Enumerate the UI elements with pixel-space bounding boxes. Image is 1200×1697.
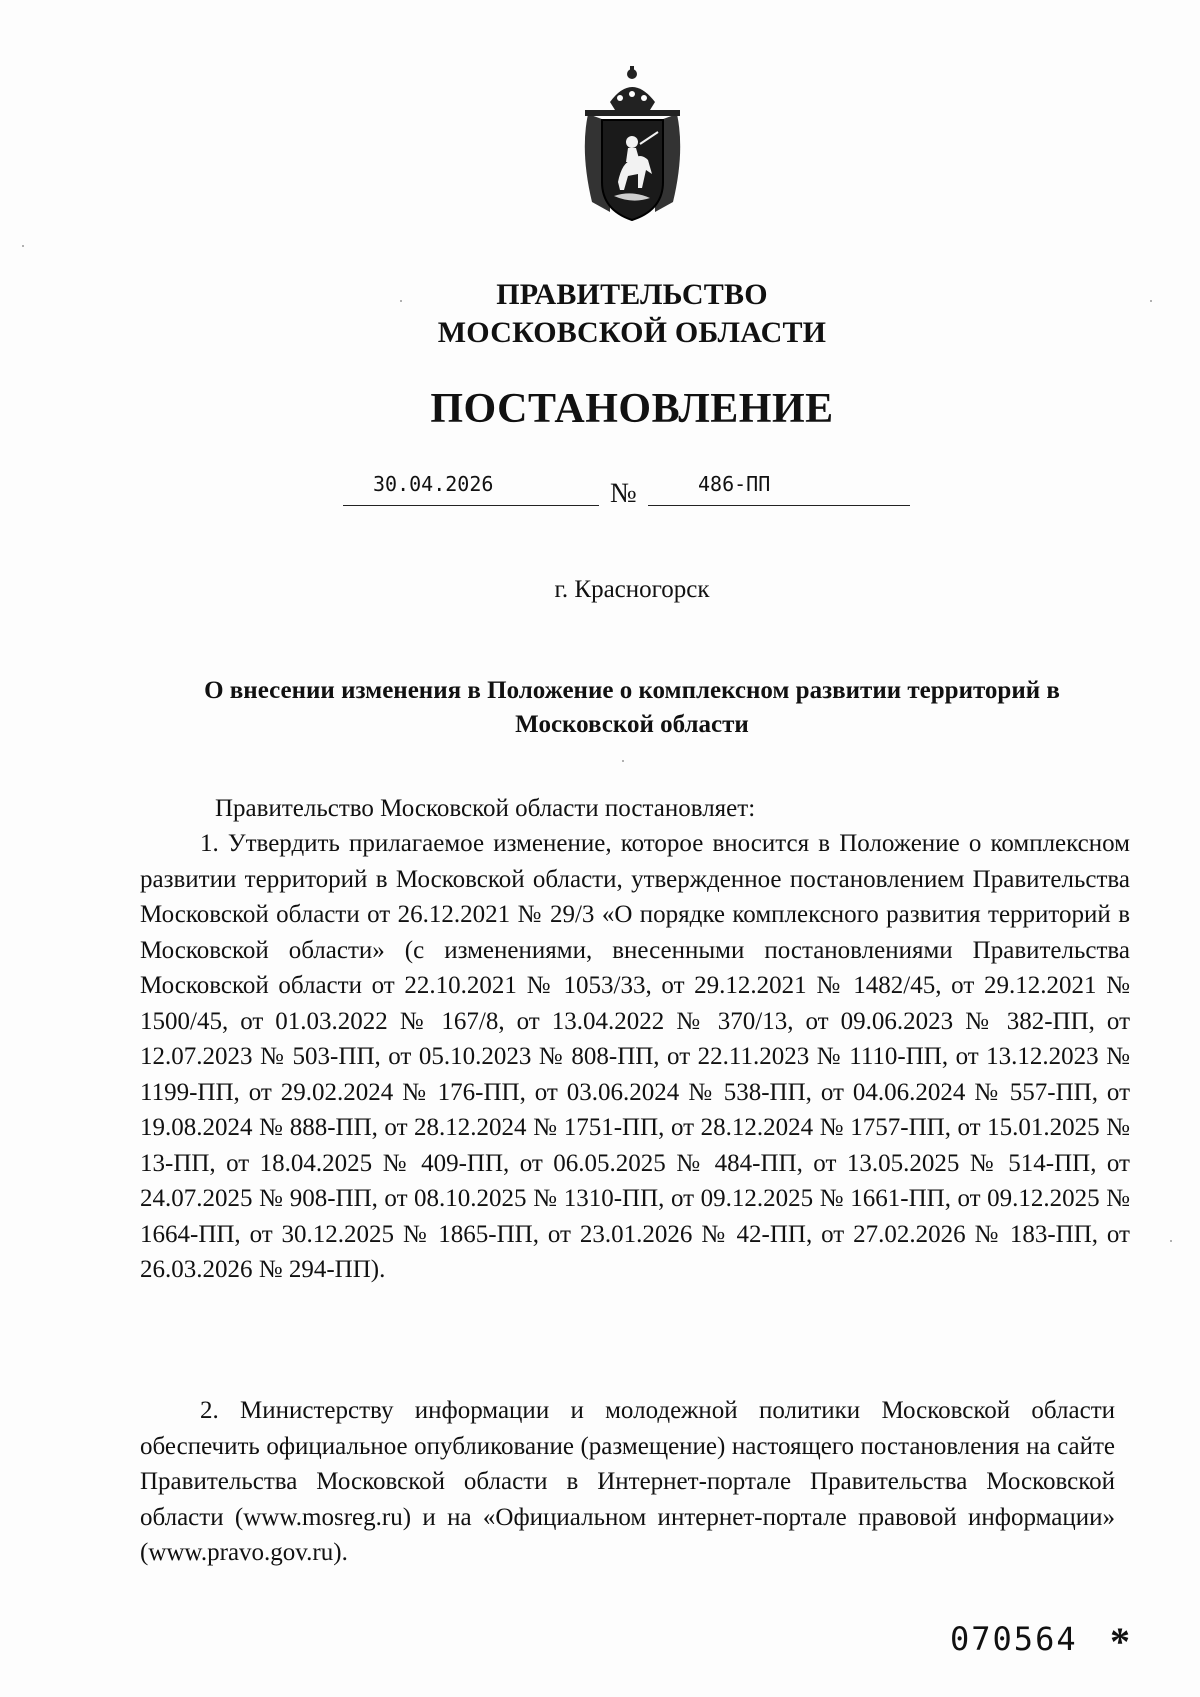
- document-subject: О внесении изменения в Положение о комплексном развитии территорий в Московской области: [204, 677, 1060, 738]
- scan-speck: [622, 760, 624, 762]
- serial-number: 070564: [950, 1620, 1078, 1658]
- preamble: Правительство Московской области постановляет:: [215, 795, 756, 822]
- document-number: 486-ПП: [648, 472, 910, 506]
- paragraph-2: 2. Министерству информации и молодежной политики Московской области обеспечить официальное опубликование (размещение) настоящего постановления на сайте Правительства Московской области в Интернет-портале Правительства Московской области (www.mosreg.ru) и на «Официальном интернет-портале правовой информации» (www.pravo.gov.ru).: [140, 1397, 1115, 1566]
- number-sign: №: [610, 478, 637, 509]
- government-name-line2: МОСКОВСКОЙ ОБЛАСТИ: [437, 316, 827, 349]
- scan-speck: [1170, 1240, 1172, 1242]
- paragraph-1: 1. Утвердить прилагаемое изменение, которое вносится в Положение о комплексном развитии территорий в Московской области, утвержденное постановлением Правительства Московской области от 26.12.2021 № 29/3 «О порядке комплексного развития территорий в Московской области» (с изменениями, внесенными постановлениями Правительства Московской области от 22.10.2021 № 1053/33, от 29.12.2021 № 1482/45, от 29.12.2021 № 1500/45, от 01.03.2022 № 167/8, от 13.04.2022 № 370/13, от 09.06.2023 № 382-ПП, от 12.07.2023 № 503-ПП, от 05.10.2023 № 808-ПП, от 22.11.2023 № 1110-ПП, от 13.12.2023 № 1199-ПП, от 29.02.2024 № 176-ПП, от 03.06.2024 № 538-ПП, от 04.06.2024 № 557-ПП, от 19.08.2024 № 888-ПП, от 28.12.2024 № 1751-ПП, от 28.12.2024 № 1757-ПП, от 15.01.2025 № 13-ПП, от 18.04.2025 № 409-ПП, от 06.05.2025 № 484-ПП, от 13.05.2025 № 514-ПП, от 24.07.2025 № 908-ПП, от 08.10.2025 № 1310-ПП, от 09.12.2025 № 1661-ПП, от 09.12.2025 № 1664-ПП, от 30.12.2025 № 1865-ПП, от 23.01.2026 № 42-ПП, от 27.02.2026 № 183-ПП, от 26.03.2026 № 294-ПП).: [140, 830, 1130, 1283]
- scan-speck: [400, 300, 402, 302]
- scan-speck: [22, 245, 24, 247]
- government-name-line1: ПРАВИТЕЛЬСТВО: [496, 278, 768, 311]
- scan-speck: [1150, 300, 1152, 302]
- asterisk-icon: *: [1110, 1619, 1130, 1664]
- document-type-heading: ПОСТАНОВЛЕНИЕ: [430, 386, 834, 432]
- document-date: 30.04.2026: [343, 472, 599, 506]
- moscow-oblast-coat-of-arms-icon: [570, 62, 695, 227]
- document-city: г. Красногорск: [554, 576, 710, 603]
